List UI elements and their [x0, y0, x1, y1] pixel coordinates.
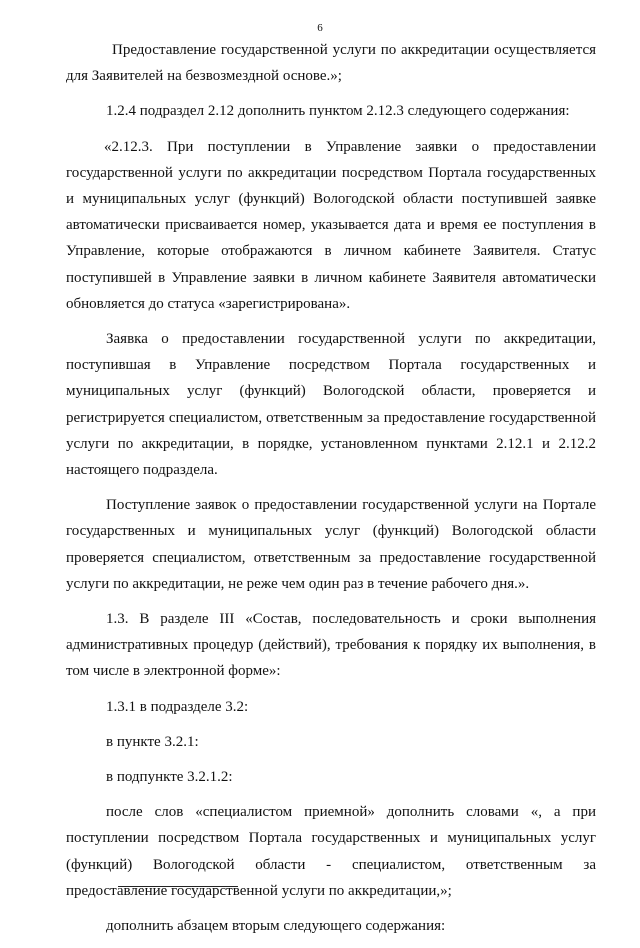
document-body [66, 37, 596, 948]
paragraph-3-2-1: в пункте 3.2.1: [106, 733, 199, 750]
paragraph-1-2-4: 1.2.4 подраздел 2.12 дополнить пунктом 2.12.3 следующего содержания: [106, 103, 570, 120]
paragraph-3-2-1-2: в подпункте 3.2.1.2: [106, 769, 233, 786]
paragraph-application-check: Заявка о предоставлении государственной услуги по аккредитации, поступившая в Управление посредством Портала государственных и муниципальных услуг (функций) Вологодской области, проверяется и регистрируется специалистом, ответственным за предоставление государственной услуги по аккредитации, в порядке, установленном пунктами 2.12.1 и 2.12.2 настоящего подраздела. [66, 331, 596, 479]
paragraph-2-12-3: «2.12.3. При поступлении в Управление заявки о предоставлении государственной услуги по аккредитации посредством Портала государственных и муниципальных услуг (функций) Вологодской области поступившей заявке автоматически присваивается номер, указывается дата и время ее поступления в Управление, которые отображаются в личном кабинете Заявителя. Статус поступившей в Управление заявки в личном кабинете Заявителя автоматически обновляется до статуса «зарегистрирована». [66, 138, 596, 312]
paragraph-add-second: дополнить абзацем вторым следующего содержания: [106, 918, 446, 935]
paragraph-1-3-1: 1.3.1 в подразделе 3.2: [106, 698, 249, 715]
paragraph-1-3: 1.3. В разделе III «Состав, последовательность и сроки выполнения административных процедур (действий), требования к порядку их выполнения, в том числе в электронной форме»: [66, 611, 596, 680]
page-number: 6 [317, 22, 323, 34]
footer-divider [118, 886, 238, 887]
paragraph-service-free: Предоставление государственной услуги по аккредитации осуществляется для Заявителей на безвозмездной основе.»; [66, 42, 596, 85]
paragraph-application-receipt: Поступление заявок о предоставлении государственной услуги на Портале государственных и муниципальных услуг (функций) Вологодской области проверяется специалистом, ответственным за предоставление государственной услуги по аккредитации, не реже чем один раз в течение рабочего дня.». [66, 497, 596, 592]
paragraph-after-words: после слов «специалистом приемной» дополнить словами «, а при поступлении посредством Портала государственных и муниципальных услуг (функций) Вологодской области - специалистом, ответственным за предоставление государственной услуги по аккредитации,»; [66, 804, 596, 899]
